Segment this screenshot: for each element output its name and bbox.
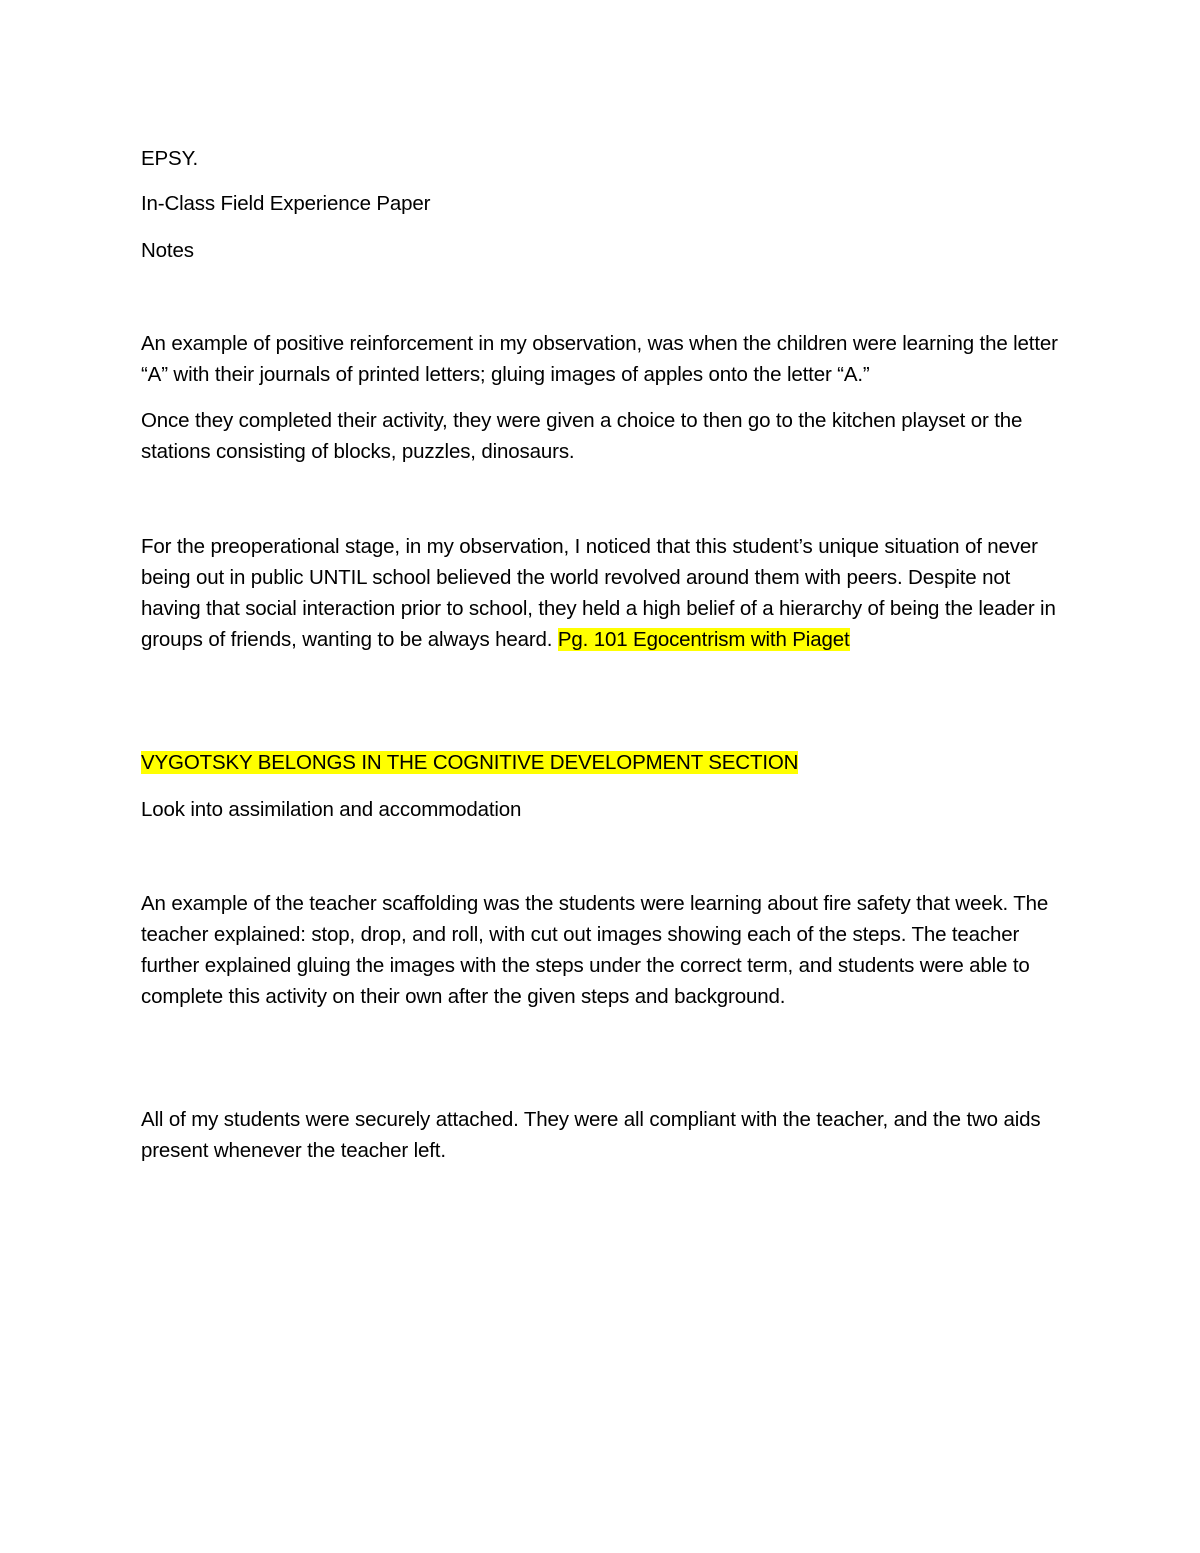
paragraph-scaffolding: An example of the teacher scaffolding was the students were learning about fire safety that week. The teacher explained: stop, drop, and roll, with cut out images showing each of the steps. The teacher further explained gluing the images with the steps under the correct term, and students were able to complete this activity on their own after the given steps and background. <box>141 892 1049 1008</box>
notes-label: Notes <box>141 239 194 262</box>
paragraph-preoperational-stage <box>141 531 1071 655</box>
paragraph-attachment: All of my students were securely attached. They were all compliant with the teacher, and the two aids present whenever the teacher left. <box>141 1108 1041 1162</box>
paragraph-vygotsky-note <box>141 747 1071 778</box>
preoperational-text: For the preoperational stage, in my observation, I noticed that this student’s unique situation of never being out in public UNTIL school believed the world revolved around them with peers. Despite not having that social interaction prior to school, they held a high belief of a hierarchy of being the leader in groups of friends, wanting to be always heard. <box>141 535 1056 651</box>
paragraph-positive-reinforcement: An example of positive reinforcement in my observation, was when the children were learning the letter “A” with their journals of printed letters; gluing images of apples onto the letter “A.” <box>141 332 1058 386</box>
document-title: In-Class Field Experience Paper <box>141 192 431 215</box>
highlighted-citation: Pg. 101 Egocentrism with Piaget <box>557 628 850 651</box>
course-label: EPSY. <box>141 147 198 170</box>
paragraph-assimilation-note: Look into assimilation and accommodation <box>141 798 522 821</box>
paragraph-activity-choice: Once they completed their activity, they were given a choice to then go to the kitchen playset or the stations consisting of blocks, puzzles, dinosaurs. <box>141 409 1023 463</box>
highlighted-vygotsky-text: VYGOTSKY BELONGS IN THE COGNITIVE DEVELOPMENT SECTION <box>141 751 799 774</box>
